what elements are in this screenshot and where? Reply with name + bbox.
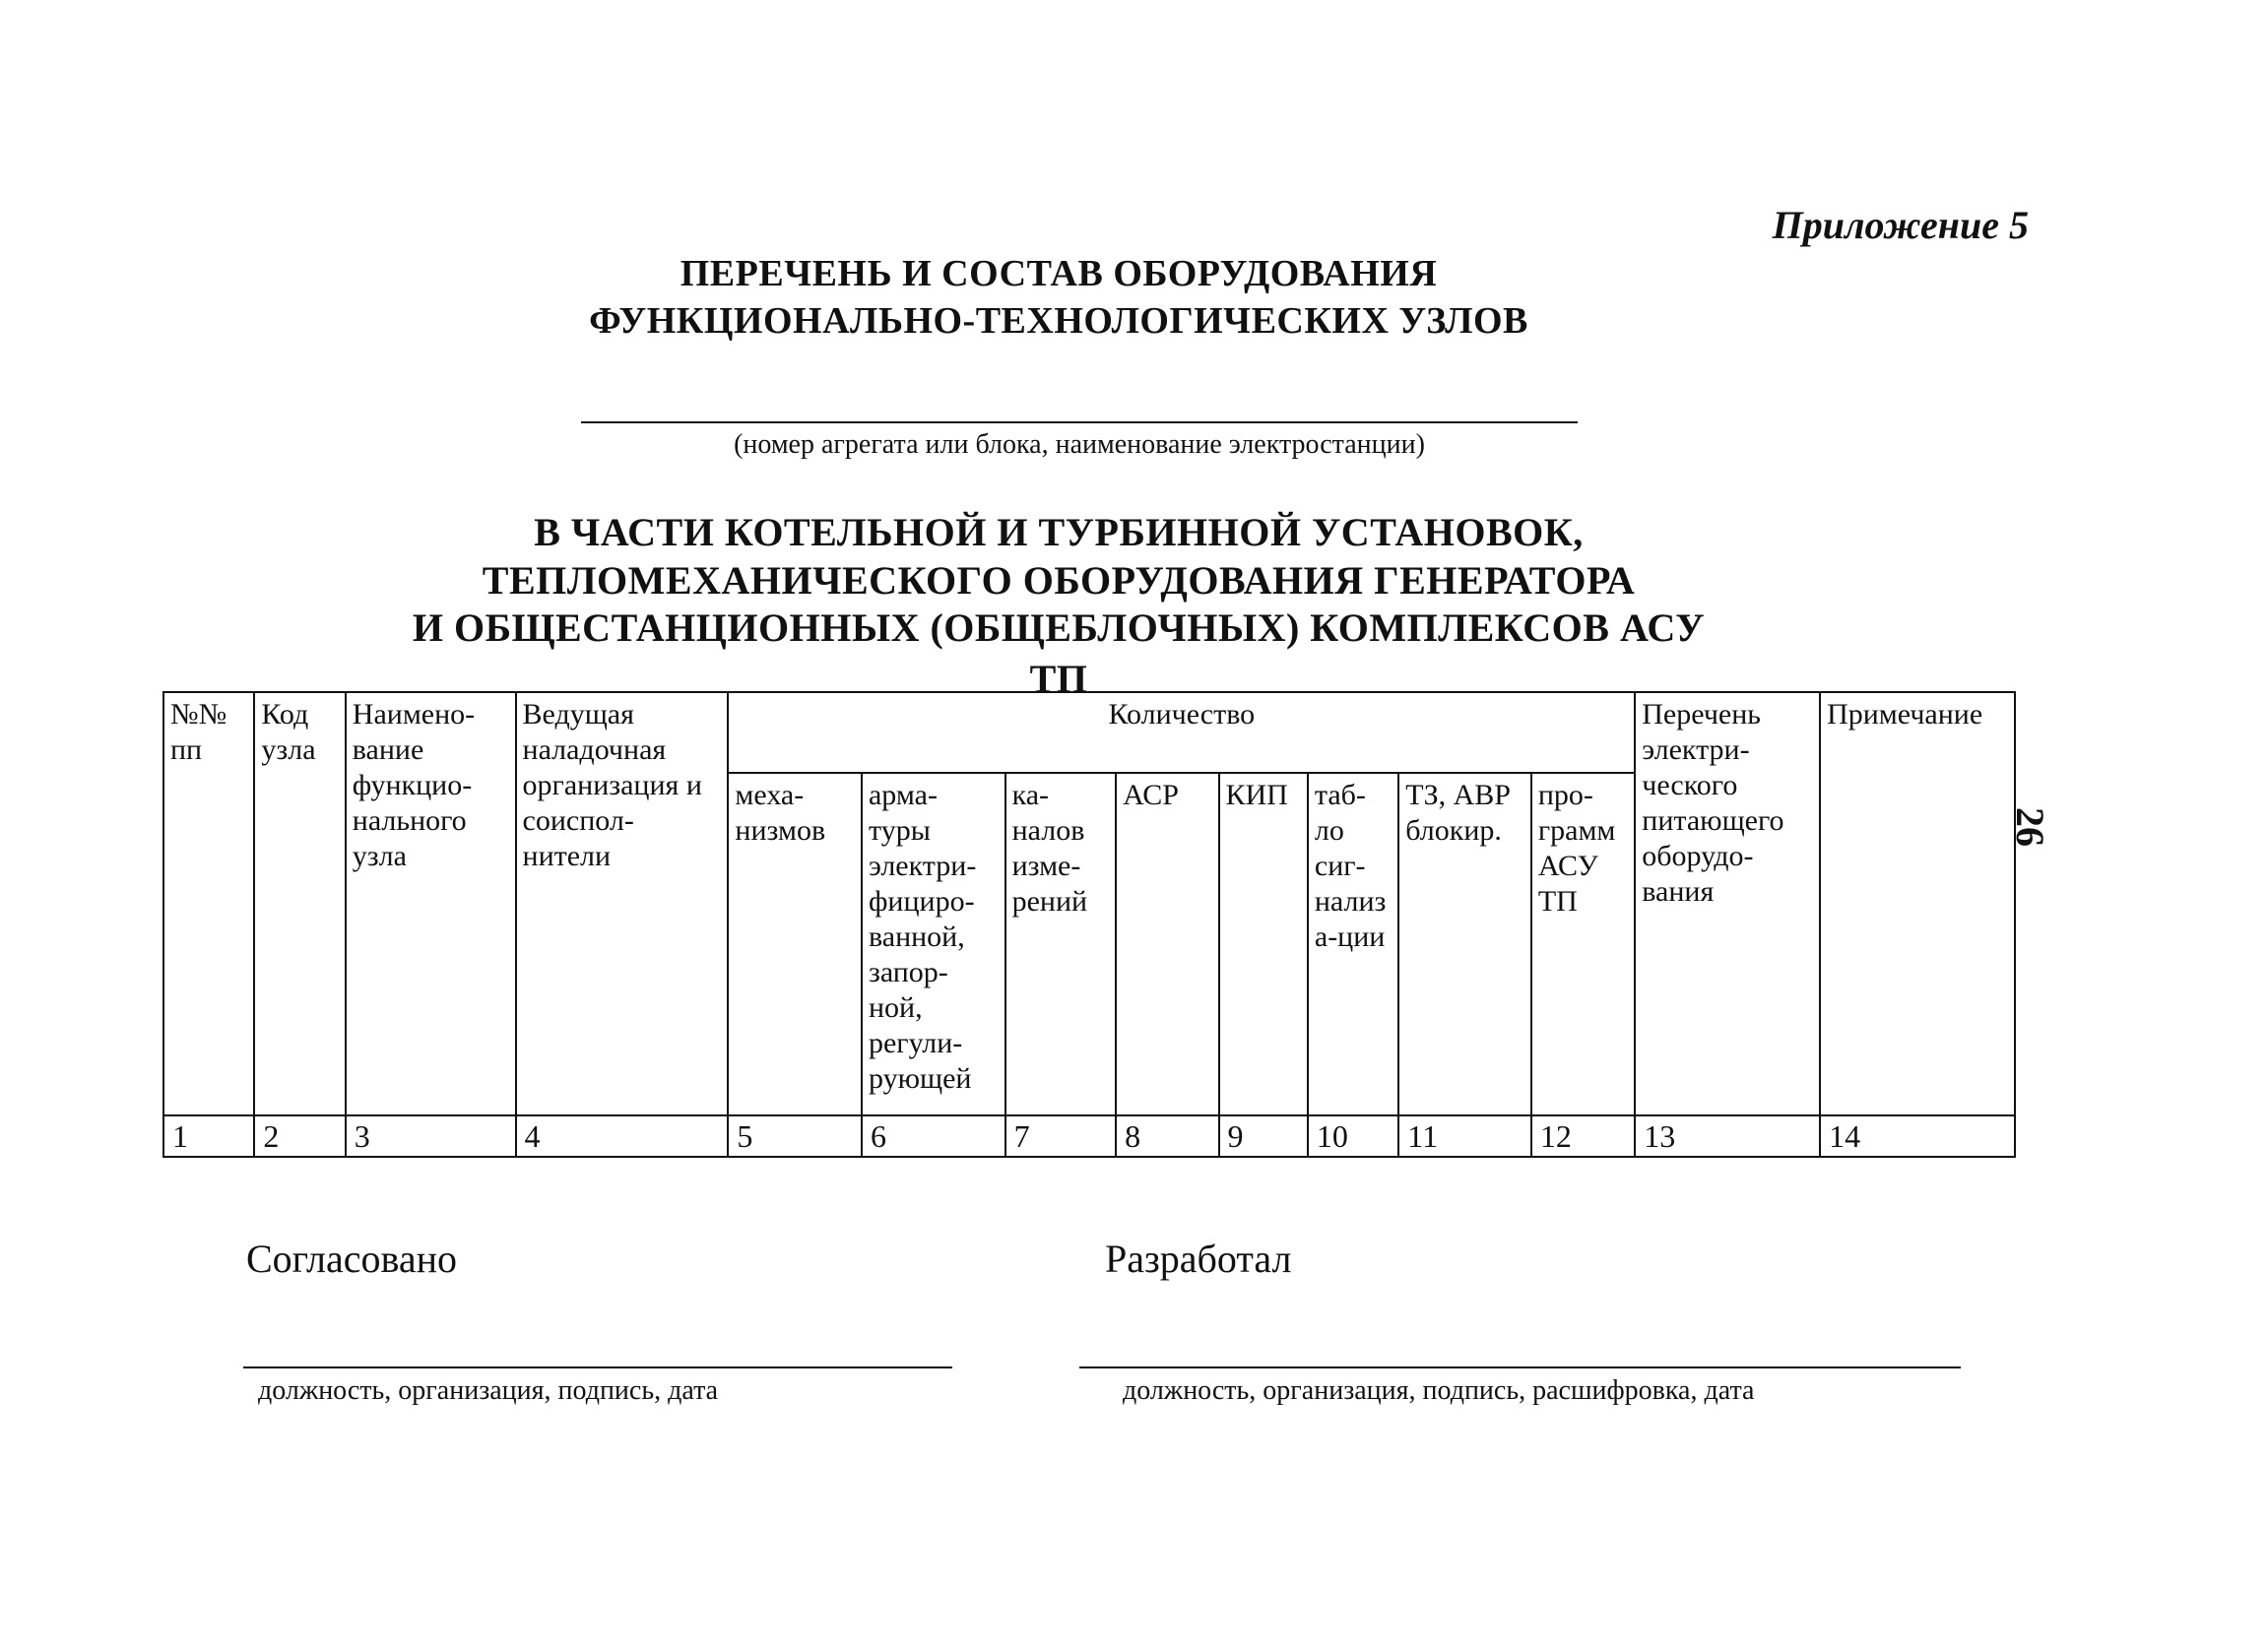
header-cell-note: Примечание xyxy=(1820,692,2015,1115)
title-line-2: ФУНКЦИОНАЛЬНО-ТЕХНОЛОГИЧЕСКИХ УЗЛОВ xyxy=(589,300,1528,342)
subtitle-line-3: И ОБЩЕСТАНЦИОННЫХ (ОБЩЕБЛОЧНЫХ) КОМПЛЕКСОВ АСУ ТП xyxy=(412,605,1706,701)
header-cell-node-name: Наимено-вание функцио-нального узла xyxy=(346,692,516,1115)
developed-signature-caption: должность, организация, подпись, расшифровка, дата xyxy=(1123,1375,1755,1406)
page-number: 26 xyxy=(2008,807,2052,847)
header-cell-channels: ка-налов изме-рений xyxy=(1005,773,1116,1115)
header-cell-kip: КИП xyxy=(1219,773,1308,1115)
agreed-signature-line xyxy=(243,1366,952,1368)
column-number: 14 xyxy=(1820,1115,2015,1157)
agreed-signature-caption: должность, организация, подпись, дата xyxy=(258,1375,719,1406)
column-number: 11 xyxy=(1398,1115,1531,1157)
column-number: 6 xyxy=(862,1115,1005,1157)
subtitle-line-1: В ЧАСТИ КОТЕЛЬНОЙ И ТУРБИННОЙ УСТАНОВОК, xyxy=(534,510,1584,554)
header-cell-signal-board: таб-ло сиг-нализ а-ции xyxy=(1308,773,1398,1115)
header-cell-power-equipment: Перечень электри-ческого питающего оборудо-вания xyxy=(1635,692,1820,1115)
developed-signature-line xyxy=(1079,1366,1961,1368)
title-line-1: ПЕРЕЧЕНЬ И СОСТАВ ОБОРУДОВАНИЯ xyxy=(680,253,1438,294)
equipment-table xyxy=(162,691,2016,1158)
column-number: 9 xyxy=(1219,1115,1308,1157)
header-cell-valves: арма-туры электри-фициро-ванной, запор-ной, регули-рующей xyxy=(862,773,1005,1115)
header-cell-mechanisms: меха-низмов xyxy=(728,773,862,1115)
unit-name-caption: (номер агрегата или блока, наименование электростанции) xyxy=(734,429,1425,460)
column-number: 3 xyxy=(346,1115,516,1157)
column-number: 10 xyxy=(1308,1115,1398,1157)
column-number: 2 xyxy=(254,1115,345,1157)
developed-label: Разработал xyxy=(1105,1237,1292,1281)
header-cell-number: №№ пп xyxy=(163,692,254,1115)
appendix-label: Приложение 5 xyxy=(1772,203,2029,247)
column-number: 1 xyxy=(163,1115,254,1157)
column-number-row xyxy=(163,1115,2015,1157)
column-number: 7 xyxy=(1005,1115,1116,1157)
header-cell-quantity: Количество xyxy=(728,692,1635,773)
column-number: 12 xyxy=(1531,1115,1635,1157)
header-cell-asr: АСР xyxy=(1116,773,1218,1115)
column-number: 5 xyxy=(728,1115,862,1157)
header-cell-programs: про-грамм АСУ ТП xyxy=(1531,773,1635,1115)
header-cell-organization: Ведущая наладочная организация и соиспол-нители xyxy=(516,692,729,1115)
unit-name-blank-line xyxy=(581,421,1578,423)
header-cell-node-code: Код узла xyxy=(254,692,345,1115)
column-number: 4 xyxy=(516,1115,729,1157)
subtitle-line-2: ТЕПЛОМЕХАНИЧЕСКОГО ОБОРУДОВАНИЯ ГЕНЕРАТОРА xyxy=(482,558,1636,603)
header-cell-protection: ТЗ, АВР блокир. xyxy=(1398,773,1531,1115)
column-number: 8 xyxy=(1116,1115,1218,1157)
agreed-label: Согласовано xyxy=(246,1237,458,1281)
column-number: 13 xyxy=(1635,1115,1820,1157)
